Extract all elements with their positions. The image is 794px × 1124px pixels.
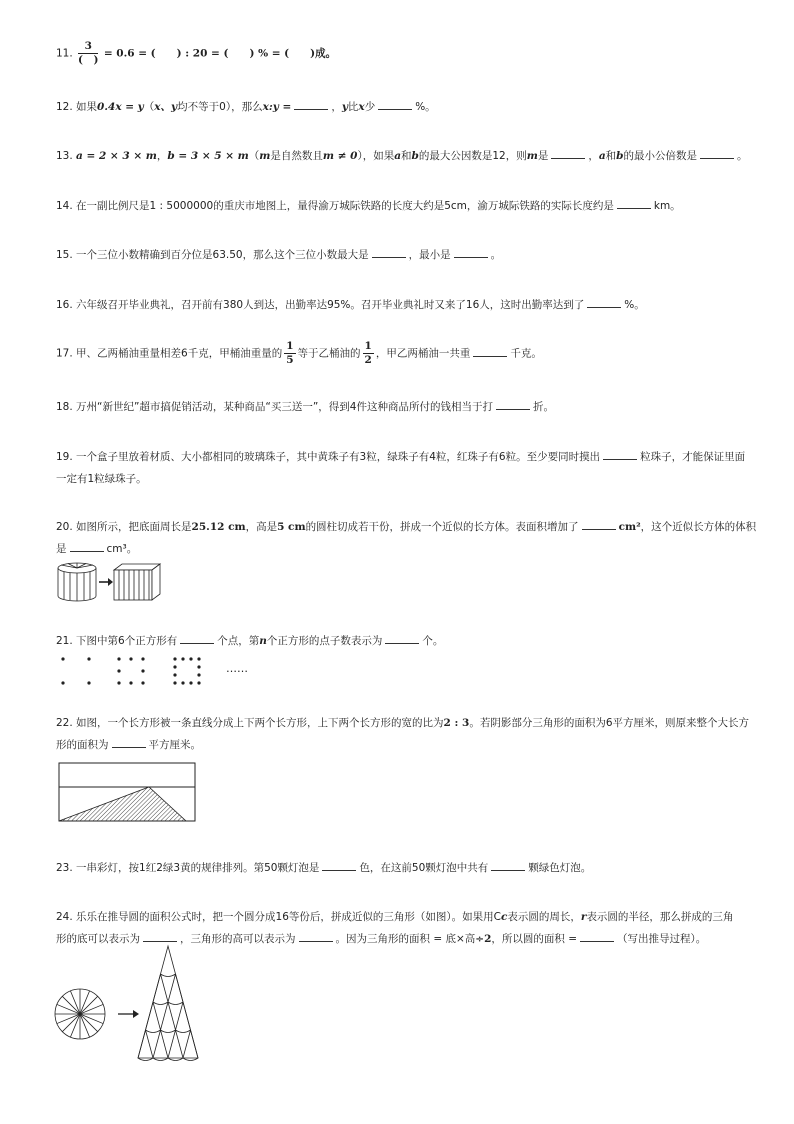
sector-edge [183,1030,191,1058]
question-20: 20. 如图所示，把底面周长是25.12 cm，高是5 cm的圆柱切成若干份，拼成一个近似的长方体。表面积增加了 cm²，这个近似长方体的体积 是 cm³。 [56,521,757,555]
question-14: 14. 在一副比例尺是1 : 5000000的重庆市地图上，量得渝万城际铁路的长度大约是5cm，渝万城际铁路的实际长度约是 km。 [56,200,681,212]
sliced-cylinder [58,563,96,601]
question-19: 19. 一个盒子里放着材质、大小都相同的玻璃珠子，其中黄珠子有3粒，绿珠子有4粒，红珠子有6粒。至少要同时摸出 粒珠子，才能保证里面 一定有1粒绿珠子。 [56,451,746,485]
question-11: 11. $\frac{3}{( )}$ = 0.6 = ( ) : 20 = ( ) % = ( )成。 [56,40,337,66]
square-3-dots [173,657,200,684]
answer-blank[interactable] [473,346,507,357]
answer-blank[interactable] [180,633,214,644]
sector-edge [146,1030,154,1058]
answer-blank[interactable] [582,519,616,530]
sector-edge [183,1002,191,1030]
square-1-dots [61,657,90,684]
sector-edge [176,1002,184,1030]
answer-blank[interactable] [378,99,412,110]
answer-blank[interactable] [385,633,419,644]
answer-blank[interactable] [551,148,585,159]
sector-arc [153,1002,168,1005]
sector-edge [191,1030,199,1058]
answer-blank[interactable] [617,198,651,209]
answer-blank[interactable] [491,860,525,871]
sector-edge [161,1002,169,1030]
rectangle-triangle-figure [58,762,198,824]
answer-blank[interactable] [322,860,356,871]
sector-edge [153,1002,161,1030]
answer-blank[interactable] [143,931,177,942]
question-16: 16. 六年级召开毕业典礼，召开前有380人到达，出勤率达95%。召开毕业典礼时又来了16人，这时出勤率达到了 %。 [56,299,645,311]
question-21: 21. 下图中第6个正方形有 个点，第n个正方形的点子数表示为 个。 [56,635,444,647]
sector-edge [153,1030,161,1058]
sector-arc [146,1030,161,1033]
sector-edge [161,974,169,1002]
sector-arc [161,974,176,977]
question-22: 22. 如图，一个长方形被一条直线分成上下两个长方形，上下两个长方形的宽的比为2 : 3。若阴影部分三角形的面积为6平方厘米，则原来整个大长方 形的面积为 平方厘米。 [56,717,750,751]
shaded-triangle [59,787,186,821]
sector-edge [168,1030,176,1058]
answer-blank[interactable] [700,148,734,159]
arrow-icon [99,578,113,586]
sector-edge [146,1002,154,1030]
circle-to-triangle-figure [54,944,214,1062]
answer-blank[interactable] [496,399,530,410]
answer-blank[interactable] [294,99,328,110]
sector-edge [161,1030,169,1058]
sector-edge [176,1030,184,1058]
question-12: 12. 如果0.4x = y（x、y均不等于0），那么x:y = ，y比x少 %。 [56,101,436,113]
answer-blank[interactable] [372,247,406,258]
sector-arc [176,1030,191,1033]
question-13: 13. a = 2 × 3 × m，b = 3 × 5 × m（m是自然数且m ≠ 0），如果a和b的最大公因数是12，则m是 ，a和b的最小公倍数是 。 [56,150,748,162]
answer-blank[interactable] [587,297,621,308]
cylinder-to-cuboid-figure [56,562,166,602]
answer-blank[interactable] [112,737,146,748]
sector-edge [168,1002,176,1030]
sectored-circle [55,989,105,1039]
arrow-icon [118,1010,139,1018]
sector-arc [161,1030,176,1033]
fraction-one-half: $\frac{1}{2}$ [364,340,372,366]
question-24: 24. 乐乐在推导圆的面积公式时，把一个圆分成16等份后，拼成近似的三角形（如图）。如果用Cc表示圆的周长，r表示圆的半径，那么拼成的三角 形的底可以表示为 ，三角形的高可以表示为 。因为三角形的面积 = 底×高÷2，所以圆的面积 = （写出推导过程）。 [56,911,734,945]
fraction-one-fifth: $\frac{1}{5}$ [286,340,294,366]
answer-blank[interactable] [299,931,333,942]
answer-blank[interactable] [603,449,637,460]
answer-blank[interactable] [454,247,488,258]
question-15: 15. 一个三位小数精确到百分位是63.50，那么这个三位小数最大是 ，最小是 。 [56,249,502,261]
sector-arc [168,1002,183,1005]
question-23: 23. 一串彩灯，按1红2绿3黄的规律排列。第50颗灯泡是 色，在这前50颗灯泡中共有 颗绿色灯泡。 [56,862,592,874]
sector-edge [153,974,161,1002]
ellipsis-label: …… [226,662,248,675]
question-18: 18. 万州“新世纪”超市搞促销活动，某种商品“买三送一”，得到4件这种商品所付的钱相当于打 折。 [56,401,554,413]
square-2-dots [117,657,144,684]
sector-edge [168,974,176,1002]
sector-edge [176,974,184,1002]
dot-squares-figure [58,654,268,688]
question-17: 17. 甲、乙两桶油重量相差6千克，甲桶油重量的 $\frac{1}{5}$ 等于乙桶油的 $\frac{1}{2}$ ，甲乙两桶油一共重 千克。 [56,340,542,366]
answer-blank[interactable] [70,541,104,552]
answer-blank[interactable] [580,931,614,942]
sector-edge [138,1030,146,1058]
fraction-3-over-blank: $\frac{3}{( )}$ [78,40,99,66]
approximate-cuboid [114,564,160,600]
sector-triangle [138,946,198,1061]
